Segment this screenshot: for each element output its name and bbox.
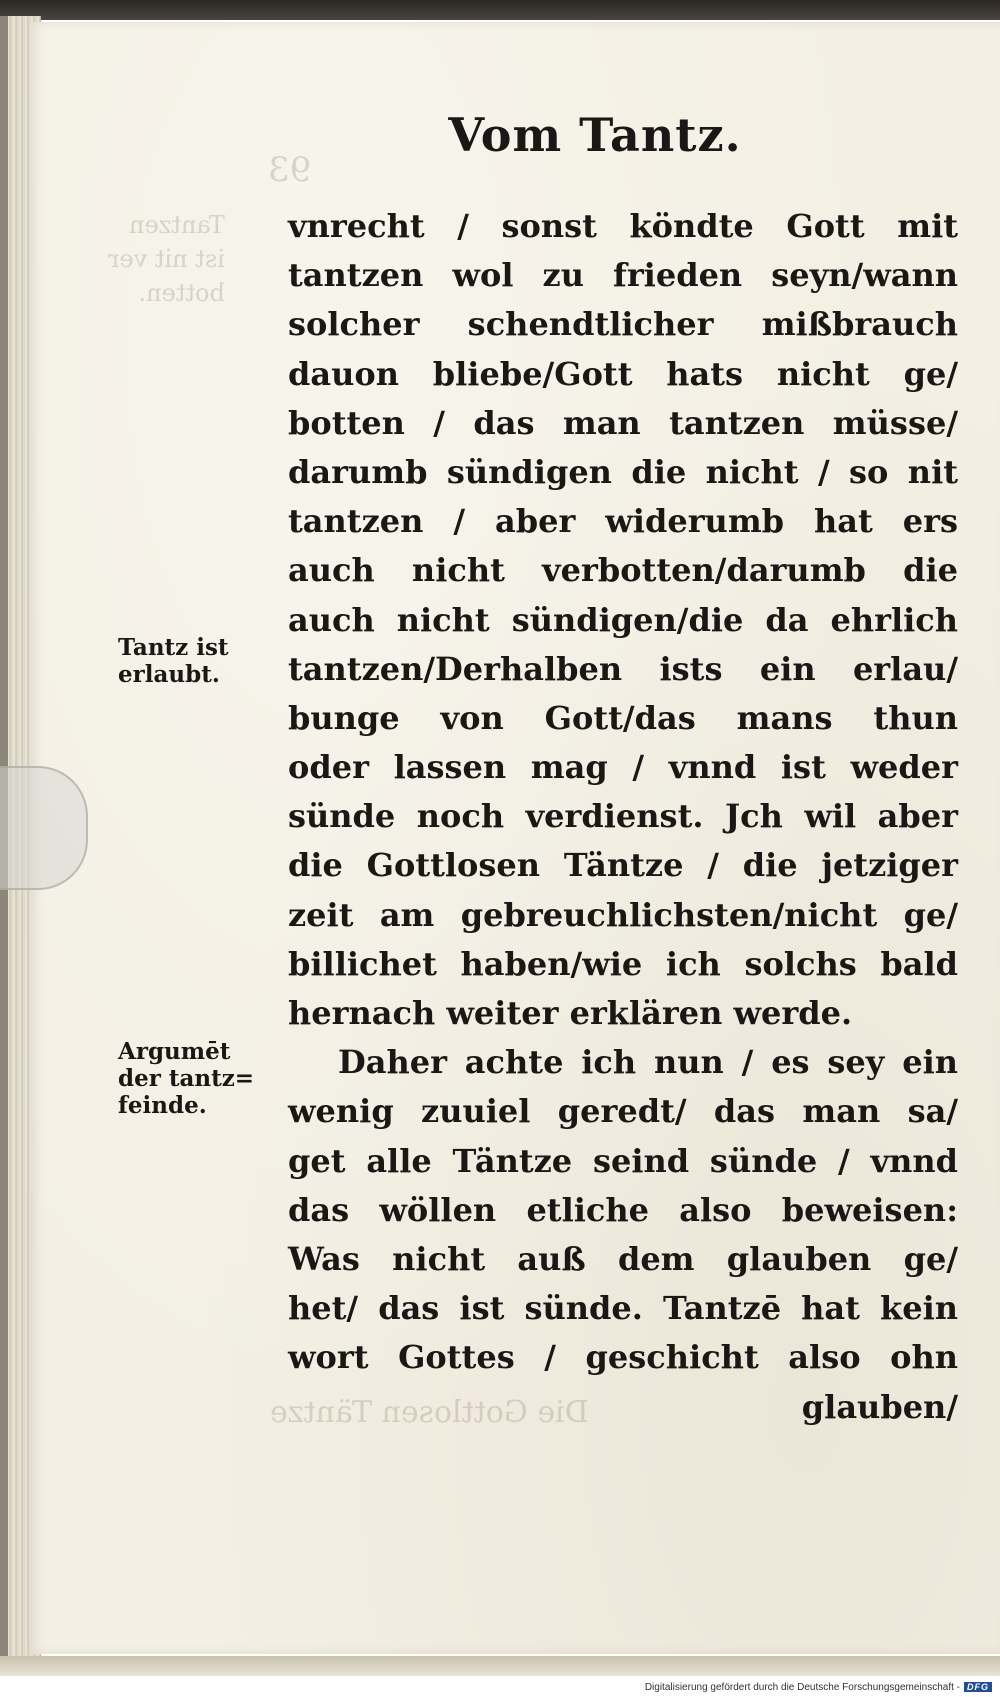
credit-text: Digitalisierung gefördert durch die Deutsche Forschungsgemeinschaft - bbox=[644, 1682, 960, 1693]
digitization-credit bbox=[645, 1682, 992, 1693]
text-line: hernach weiter erklären werde. bbox=[288, 994, 853, 1032]
marginal-note-line: Tantz ist bbox=[118, 634, 229, 661]
scan-top-edge bbox=[0, 0, 1000, 20]
marginal-note-line: der tantz= bbox=[118, 1065, 255, 1092]
text-line: tantzen / aber widerumb hat ers bbox=[288, 502, 958, 541]
text-line: bunge von Gott/das mans thun bbox=[288, 698, 958, 737]
marginal-note bbox=[118, 1038, 254, 1119]
marginal-note-line: Argumēt bbox=[118, 1038, 231, 1065]
marginal-note-line: feinde. bbox=[118, 1092, 207, 1119]
show-through-margin: Tantzen ist nit ver botten. bbox=[108, 211, 225, 307]
text-line: darumb sündigen die nicht / so nit bbox=[288, 452, 958, 491]
body-text bbox=[288, 202, 958, 1432]
text-line: tantzen wol zu frieden seyn/wann bbox=[288, 256, 958, 295]
marginal-note bbox=[118, 634, 229, 688]
marginal-note-line: erlaubt. bbox=[118, 661, 220, 688]
text-line: das wöllen etliche also beweisen: bbox=[288, 1190, 958, 1229]
text-line: auch nicht sündigen/die da ehrlich bbox=[288, 600, 958, 639]
text-line: vnrecht / sonst köndte Gott mit bbox=[288, 207, 958, 245]
text-line: dauon bliebe/Gott hats nicht ge/ bbox=[288, 354, 958, 393]
text-line: auch nicht verbotten/darumb die bbox=[288, 551, 958, 590]
text-line: die Gottlosen Täntze / die jetziger bbox=[288, 846, 958, 885]
text-line: Daher achte ich nun / es sey ein bbox=[338, 1043, 958, 1082]
text-line: billichet haben/wie ich solchs bald bbox=[288, 944, 958, 983]
show-through-page-number: 93 bbox=[268, 150, 312, 190]
text-line: het/ das ist sünde. Tantzē hat kein bbox=[288, 1289, 958, 1328]
text-line: Was nicht auß dem glauben ge/ bbox=[288, 1239, 958, 1278]
text-line: tantzen/Derhalben ists ein erlau/ bbox=[288, 649, 958, 688]
page-clip bbox=[0, 766, 88, 890]
show-through-text: Die Gottlosen Täntze bbox=[270, 1395, 589, 1430]
text-line: zeit am gebreuchlichsten/nicht ge/ bbox=[288, 895, 958, 934]
catchword: glauben/ bbox=[801, 1387, 958, 1426]
text-line: oder lassen mag / vnnd ist weder bbox=[288, 748, 958, 787]
text-line: botten / das man tantzen müsse/ bbox=[288, 403, 958, 442]
running-head: Vom Tantz. bbox=[448, 108, 742, 162]
scan-bottom-edge bbox=[0, 1656, 1000, 1676]
text-line: solcher schendtlicher mißbrauch bbox=[288, 305, 958, 344]
dfg-logo: DFG bbox=[964, 1682, 992, 1692]
text-line: wort Gottes / geschicht also ohn bbox=[288, 1338, 958, 1377]
text-line: sünde noch verdienst. Jch wil aber bbox=[288, 797, 958, 836]
text-line: get alle Täntze seind sünde / vnnd bbox=[288, 1141, 958, 1180]
text-line: wenig zuuiel geredt/ das man sa/ bbox=[288, 1092, 958, 1131]
